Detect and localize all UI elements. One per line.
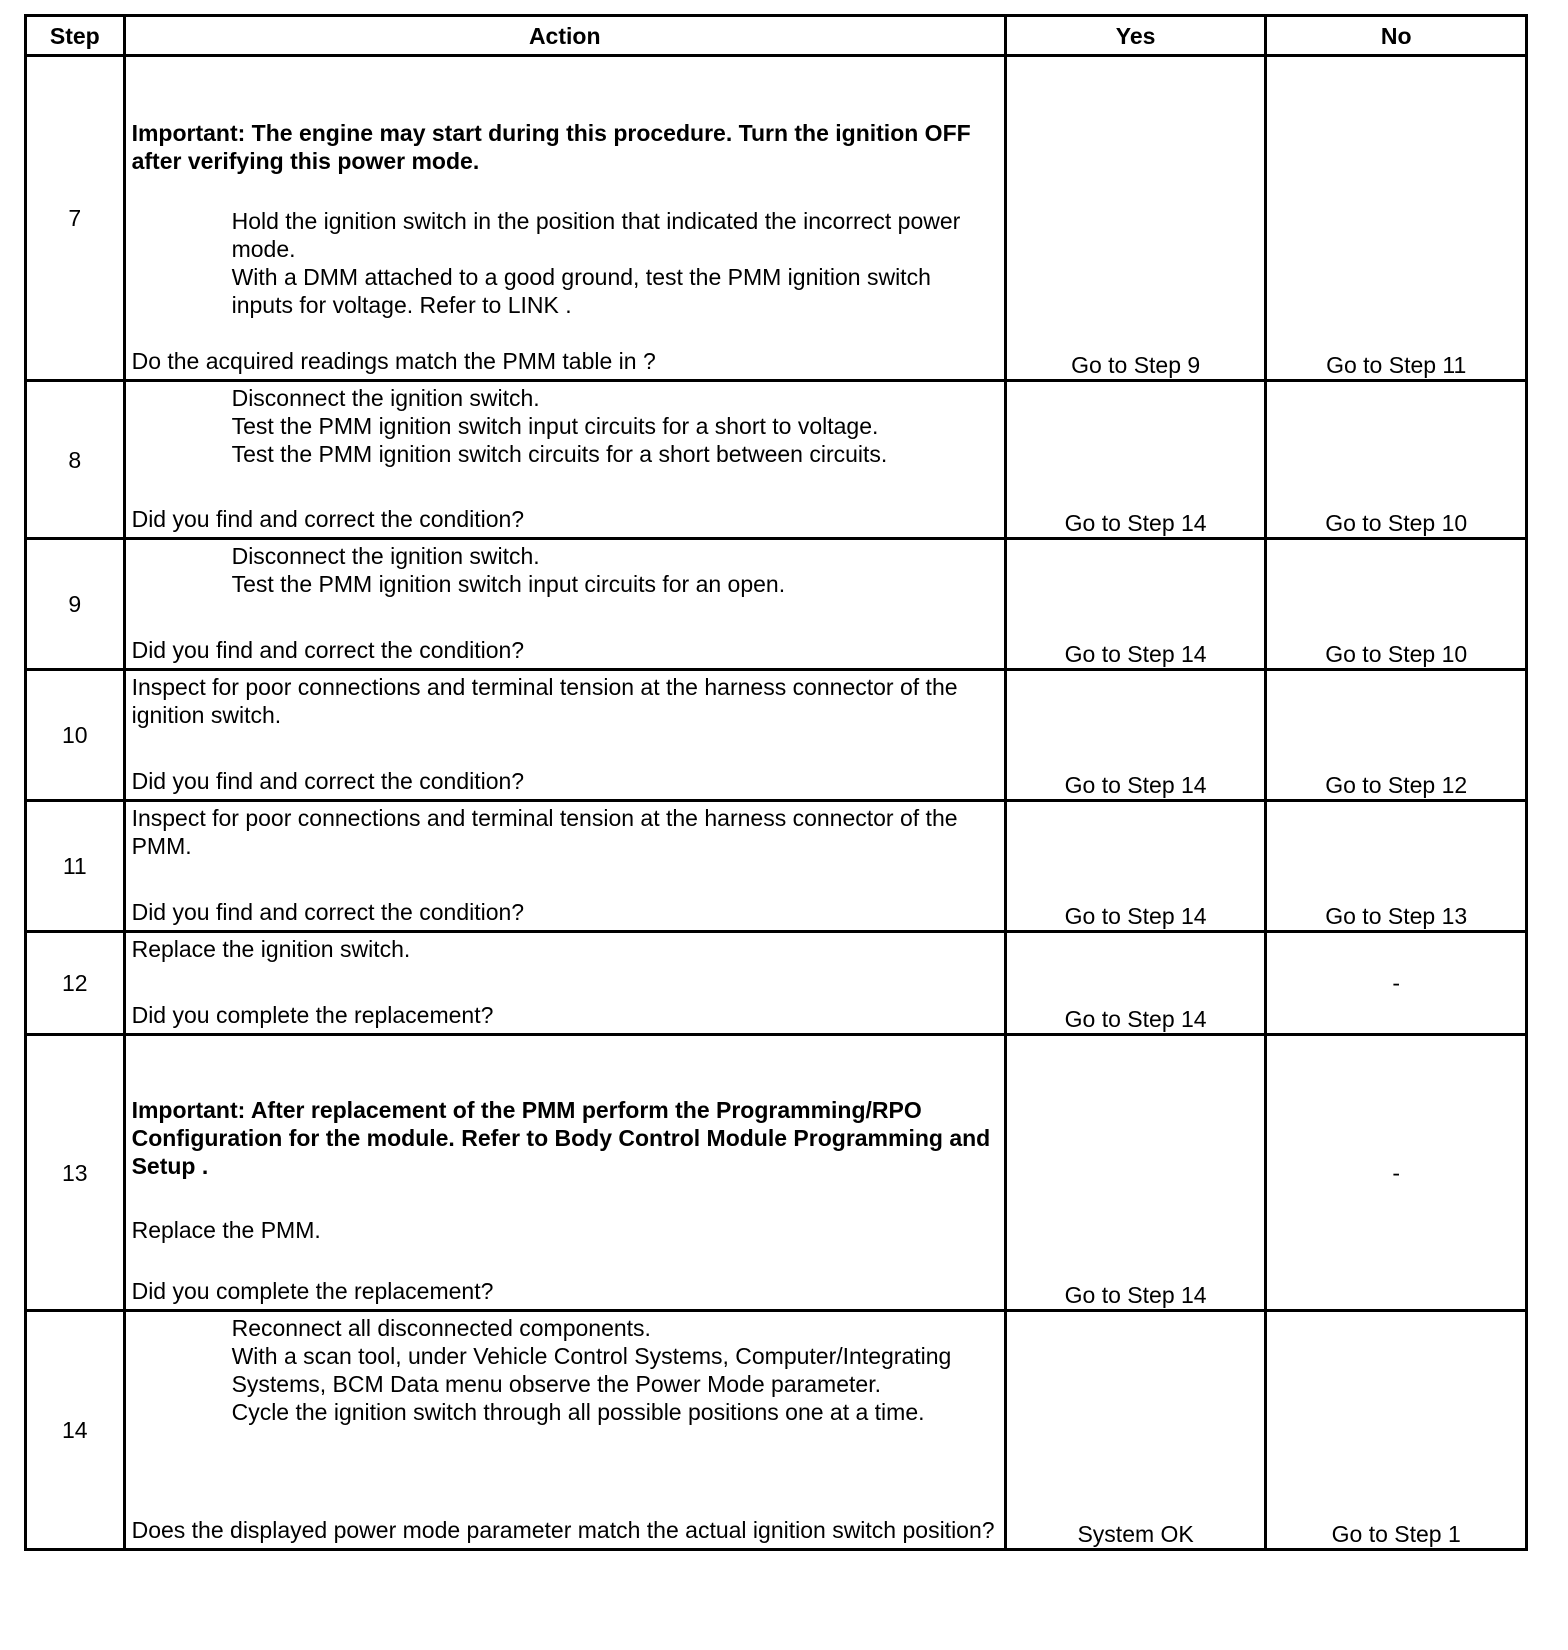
step-number: 12 bbox=[26, 932, 125, 1035]
question: Did you complete the replacement? bbox=[131, 1278, 494, 1304]
table-row bbox=[26, 56, 1527, 381]
action-item: With a DMM attached to a good ground, test the PMM ignition switch inputs for voltage. Refer to LINK . bbox=[231, 264, 931, 318]
yes-result: Go to Step 14 bbox=[1005, 801, 1266, 932]
question: Did you find and correct the condition? bbox=[131, 768, 525, 794]
action-cell bbox=[124, 670, 1005, 801]
step-number: 13 bbox=[26, 1035, 125, 1311]
header-action: Action bbox=[124, 16, 1005, 56]
header-step: Step bbox=[26, 16, 125, 56]
yes-result: Go to Step 14 bbox=[1005, 932, 1266, 1035]
action-item: Disconnect the ignition switch. bbox=[231, 385, 540, 411]
question: Did you complete the replacement? bbox=[131, 1002, 494, 1028]
important-note: Important: The engine may start during this procedure. Turn the ignition OFF after verifying this power mode. bbox=[131, 120, 971, 174]
action-cell bbox=[124, 539, 1005, 670]
action-text: Inspect for poor connections and terminal tension at the harness connector of the ignition switch. bbox=[131, 674, 958, 728]
question: Do the acquired readings match the PMM table in ? bbox=[131, 348, 656, 374]
no-result: Go to Step 10 bbox=[1266, 381, 1527, 539]
diagnostic-table bbox=[24, 14, 1528, 1551]
action-item: Test the PMM ignition switch circuits for a short between circuits. bbox=[231, 441, 888, 467]
step-number: 8 bbox=[26, 381, 125, 539]
no-result: Go to Step 12 bbox=[1266, 670, 1527, 801]
action-text: Replace the ignition switch. bbox=[131, 936, 411, 962]
question: Did you find and correct the condition? bbox=[131, 899, 525, 925]
no-result: Go to Step 11 bbox=[1266, 56, 1527, 381]
yes-result: Go to Step 14 bbox=[1005, 670, 1266, 801]
header-row bbox=[26, 16, 1527, 56]
table-row bbox=[26, 670, 1527, 801]
table-row bbox=[26, 1035, 1527, 1311]
action-cell bbox=[124, 801, 1005, 932]
action-cell bbox=[124, 1035, 1005, 1311]
table-row bbox=[26, 1311, 1527, 1550]
action-cell bbox=[124, 1311, 1005, 1550]
action-item: Reconnect all disconnected components. bbox=[231, 1315, 651, 1341]
table-row bbox=[26, 381, 1527, 539]
action-item: Disconnect the ignition switch. bbox=[231, 543, 540, 569]
action-item: Cycle the ignition switch through all possible positions one at a time. bbox=[231, 1399, 925, 1425]
yes-result: Go to Step 14 bbox=[1005, 539, 1266, 670]
header-no: No bbox=[1266, 16, 1527, 56]
question: Did you find and correct the condition? bbox=[131, 506, 525, 532]
action-item: Test the PMM ignition switch input circuits for a short to voltage. bbox=[231, 413, 879, 439]
no-result: Go to Step 13 bbox=[1266, 801, 1527, 932]
yes-result: Go to Step 14 bbox=[1005, 381, 1266, 539]
step-number: 14 bbox=[26, 1311, 125, 1550]
action-item: With a scan tool, under Vehicle Control Systems, Computer/Integrating Systems, BCM Data menu observe the Power Mode parameter. bbox=[231, 1343, 952, 1397]
action-text: Inspect for poor connections and terminal tension at the harness connector of the PMM. bbox=[131, 805, 958, 859]
table-row bbox=[26, 801, 1527, 932]
no-result: Go to Step 10 bbox=[1266, 539, 1527, 670]
no-result: - bbox=[1266, 1035, 1527, 1311]
question: Did you find and correct the condition? bbox=[131, 637, 525, 663]
no-result: Go to Step 1 bbox=[1266, 1311, 1527, 1550]
action-text: Replace the PMM. bbox=[131, 1217, 321, 1243]
action-cell bbox=[124, 56, 1005, 381]
no-result: - bbox=[1266, 932, 1527, 1035]
step-number: 10 bbox=[26, 670, 125, 801]
table-row bbox=[26, 539, 1527, 670]
step-number: 9 bbox=[26, 539, 125, 670]
yes-result: System OK bbox=[1005, 1311, 1266, 1550]
header-yes: Yes bbox=[1005, 16, 1266, 56]
step-number: 11 bbox=[26, 801, 125, 932]
question: Does the displayed power mode parameter match the actual ignition switch position? bbox=[131, 1517, 995, 1543]
action-cell bbox=[124, 932, 1005, 1035]
step-number: 7 bbox=[26, 56, 125, 381]
action-cell bbox=[124, 381, 1005, 539]
important-note: Important: After replacement of the PMM perform the Programming/RPO Configuration for the module. Refer to Body Control Module Programming and Setup . bbox=[131, 1097, 991, 1179]
action-item: Hold the ignition switch in the position that indicated the incorrect power mode. bbox=[231, 208, 961, 262]
table-row bbox=[26, 932, 1527, 1035]
action-item: Test the PMM ignition switch input circuits for an open. bbox=[231, 571, 786, 597]
yes-result: Go to Step 14 bbox=[1005, 1035, 1266, 1311]
yes-result: Go to Step 9 bbox=[1005, 56, 1266, 381]
